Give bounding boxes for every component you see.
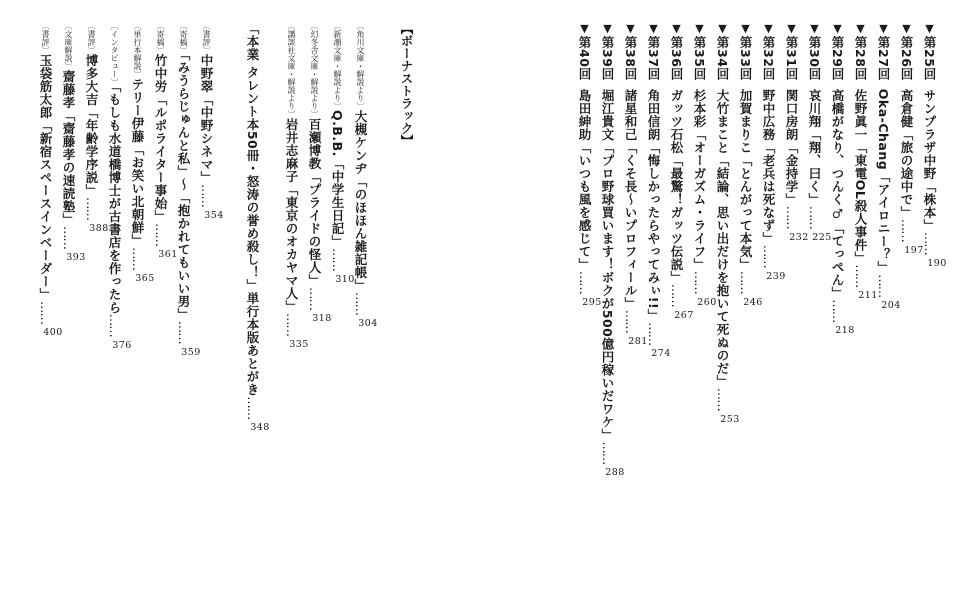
toc-entry: ▼第31回 関口房朗「金持学」……232 (784, 22, 809, 243)
entry-name: サンプラザ中野 (922, 88, 937, 180)
bonus-entry (127, 22, 155, 284)
bonus-entry (81, 22, 109, 234)
toc-entry: ▼第37回 角田信朗「悔しかったらやってみぃ!!」……274 (646, 22, 671, 360)
entry-number: 第37回 (646, 35, 661, 80)
entry-number: 第30回 (807, 35, 822, 80)
page-number: 288 (605, 467, 625, 479)
leader-dots: …… (600, 441, 615, 465)
entry-text: 「みうらじゅんと私」〜「抱かれてもいい男」 (176, 54, 191, 321)
entry-title: 「とんがって本気」 (738, 153, 753, 271)
toc-entry: ▼第32回 野中広務「老兵は死なず」……239 (761, 22, 786, 282)
entry-tag: 〔寄稿〕 (156, 22, 165, 54)
entry-name: ガッツ石松 (669, 88, 684, 154)
entry-tag: 〔書評〕 (41, 22, 50, 54)
page-number: 393 (66, 252, 86, 263)
entry-text: テリー伊藤「お笑い北朝鮮」 (130, 78, 145, 247)
entry-tag: 〔角川文庫・解説より〕 (356, 22, 365, 110)
leader-dots: …… (577, 270, 592, 294)
leader-dots: …… (646, 322, 661, 346)
page-number: 281 (628, 335, 648, 347)
page-number: 253 (720, 413, 740, 425)
entry-text: 「もしも水道橋博士が古書店を作ったら (107, 86, 122, 314)
entry-text: 竹中労「ルポライター事始」 (153, 54, 168, 223)
leader-dots: …… (245, 396, 260, 420)
entry-title: 「プロ野球買います！ボクが500億円稼いだワケ」 (600, 140, 615, 442)
page-number: 225 (812, 231, 832, 243)
leader-dots: …… (38, 301, 53, 324)
page-number: 197 (904, 244, 924, 256)
leader-dots: …… (715, 387, 730, 411)
page-number: 361 (158, 249, 178, 260)
entry-name: 加賀まりこ (738, 88, 753, 154)
entry-name: 関口房朗 (784, 88, 799, 141)
entry-text: 百瀬博教「プライドの怪人」 (307, 118, 322, 287)
entry-number: 第39回 (600, 35, 615, 80)
page-number: 204 (881, 300, 901, 312)
toc-entry: ▼第34回 大竹まこと「結論、思い出だけを抱いて死ぬのだ」……253 (715, 22, 740, 425)
entry-tag: 〔書評〕 (202, 22, 211, 54)
page-number: 239 (766, 270, 786, 282)
page-number: 246 (743, 296, 763, 308)
entry-number: 第32回 (761, 35, 776, 80)
entry-name: 高倉健 (899, 88, 914, 128)
entry-title: 「いつも風を感じて」 (577, 140, 592, 271)
entry-name: 野中広務 (761, 88, 776, 141)
entry-name: 杉本彩 (692, 88, 707, 128)
entry-title: 「金持学」 (784, 140, 799, 206)
entry-number: 第29回 (830, 35, 845, 80)
page-number: 304 (358, 318, 378, 329)
entry-tag: 〔インタビュー〕 (110, 22, 119, 86)
toc-entry: ▼第38回 諸星和己「くそ長〜いプロフィール」……281 (623, 22, 648, 347)
toc-entry: ▼第39回 堀江貴文「プロ野球買います！ボクが500億円稼いだワケ」……288 (600, 22, 625, 479)
leader-dots: …… (284, 313, 299, 336)
toc-entry: ▼第26回 高倉健「旅の途中で」……197 (899, 22, 924, 256)
entry-text: 「本業 タレント本50冊・怒涛の誉め殺し！」単行本版あとがき (245, 22, 260, 397)
entry-text: 玉袋筋太郎「新宿スペースインベーダー」 (38, 54, 53, 301)
entry-title: 「悔しかったらやってみぃ!!」 (646, 140, 661, 323)
entry-number: 第25回 (922, 35, 937, 80)
toc-entry: ▼第33回 加賀まりこ「とんがって本気」……246 (738, 22, 763, 308)
page-number: 359 (181, 346, 201, 358)
entry-title: 「結論、思い出だけを抱いて死ぬのだ」 (715, 153, 730, 388)
leader-dots: …… (922, 231, 937, 255)
entry-number: 第33回 (738, 35, 753, 80)
entry-number: 第27回 (876, 35, 891, 80)
leader-dots: …… (738, 270, 753, 294)
entry-title: 「オーガズム・ライフ」 (692, 127, 707, 271)
page-number: 211 (858, 290, 878, 302)
entry-title: 「てっぺん」 (830, 221, 845, 300)
bonus-entry (304, 22, 332, 324)
leader-dots: …… (692, 270, 707, 294)
leader-dots: …… (199, 184, 214, 207)
leader-dots: …… (876, 274, 891, 298)
bonus-entry (242, 22, 270, 434)
entry-title: 「旅の途中で」 (899, 127, 914, 219)
entry-text: 博多大吉「年齢学序説」 (84, 54, 99, 197)
leader-dots: …… (853, 264, 868, 288)
leader-dots: …… (107, 313, 122, 337)
entry-number: 第26回 (899, 35, 914, 80)
page-number: 190 (927, 257, 947, 269)
leader-dots: …… (899, 218, 914, 242)
toc-entry: ▼第29回 高橋がなり、つんく♂「てっぺん」……218 (830, 22, 855, 337)
entry-title: 「老兵は死なず」 (761, 140, 776, 245)
entry-title: 「東電OL殺人事件」 (853, 140, 868, 265)
entry-name: 島田紳助 (577, 88, 592, 141)
entry-tag: 〔寄稿〕 (179, 22, 188, 54)
leader-dots: …… (623, 309, 638, 333)
page-number: 354 (204, 210, 224, 221)
leader-dots: …… (784, 205, 799, 229)
page-number: 335 (289, 339, 309, 350)
entry-tag: 〔新潮文庫・解説より〕 (333, 22, 342, 110)
page-number: 376 (112, 339, 132, 351)
page-number: 267 (674, 309, 694, 321)
entry-number: 第40回 (577, 35, 592, 80)
bonus-entry (281, 22, 309, 350)
toc-entry: ▼第35回 杉本彩「オーガズム・ライフ」……260 (692, 22, 717, 308)
leader-dots: …… (130, 247, 145, 270)
entry-number: 第31回 (784, 35, 799, 80)
entry-tag: 〔書評〕 (87, 22, 96, 54)
leader-dots: …… (669, 283, 684, 307)
entry-title: 「最驚！ガッツ伝説」 (669, 153, 684, 284)
page-number: 348 (250, 422, 270, 434)
entry-name: 哀川翔 (807, 88, 822, 128)
leader-dots: …… (176, 320, 191, 344)
page-number: 310 (335, 273, 355, 285)
leader-dots: …… (153, 223, 168, 246)
leader-dots: …… (307, 287, 322, 310)
page-number: 365 (135, 273, 155, 284)
bonus-entry (327, 22, 355, 285)
entry-text: Q.B.B.「中学生日記」 (330, 110, 345, 248)
entry-number: 第36回 (669, 35, 684, 80)
page-number: 232 (789, 231, 809, 243)
page-number: 274 (651, 348, 671, 360)
bonus-heading: 【ボーナストラック】 (399, 22, 414, 147)
leader-dots: …… (830, 299, 845, 323)
entry-number: 第28回 (853, 35, 868, 80)
entry-text: 中野翠「中野シネマ」 (199, 54, 214, 184)
entry-number: 第38回 (623, 35, 638, 80)
leader-dots: …… (61, 226, 76, 249)
page-number: 388 (89, 223, 109, 234)
toc-entry: ▼第25回 サンプラザ中野「株本」……190 (922, 22, 947, 269)
page-number: 295 (582, 296, 602, 308)
bonus-entry (35, 22, 63, 338)
bonus-entry (196, 22, 224, 221)
leader-dots: …… (330, 247, 345, 271)
leader-dots: …… (84, 197, 99, 220)
entry-name: 佐野眞一 (853, 88, 868, 141)
entry-tag: 〔単行本解説〕 (133, 22, 142, 78)
entry-title: 「くそ長〜いプロフィール」 (623, 140, 638, 310)
entry-tag: 〔文庫解説〕 (64, 22, 73, 70)
entry-title: 「翔、曰く」 (807, 127, 822, 206)
toc-entry: ▼第36回 ガッツ石松「最驚！ガッツ伝説」……267 (669, 22, 694, 321)
bonus-entry (173, 22, 201, 358)
bonus-entry (150, 22, 178, 260)
toc-entry: ▼第28回 佐野眞一「東電OL殺人事件」……211 (853, 22, 878, 302)
leader-dots: …… (761, 244, 776, 268)
entry-name: 堀江貴文 (600, 88, 615, 141)
entry-name: 高橋がなり、つんく♂ (830, 88, 845, 222)
bonus-entry (104, 22, 132, 351)
entry-name: 大竹まこと (715, 88, 730, 154)
page-number: 218 (835, 325, 855, 337)
entry-title: 「株本」 (922, 179, 937, 232)
toc-entry: ▼第27回 Oka-Chang「アイロニー？」……204 (876, 22, 901, 312)
entry-name: 諸星和己 (623, 88, 638, 141)
entry-text: 齋藤孝「齋藤孝の速読塾」 (61, 70, 76, 226)
toc-entry: ▼第30回 哀川翔「翔、曰く」……225 (807, 22, 832, 243)
page-number: 260 (697, 296, 717, 308)
bonus-entry (58, 22, 86, 263)
entry-text: 大槻ケンヂ「のほほん雑記帳」 (353, 110, 368, 292)
entry-text: 岩井志麻子「東京のオカヤマ人」 (284, 118, 299, 313)
page-number: 400 (43, 327, 63, 338)
entry-number: 第34回 (715, 35, 730, 80)
leader-dots: …… (807, 205, 822, 229)
entry-name: 角田信朗 (646, 88, 661, 141)
entry-title: 「アイロニー？」 (876, 170, 891, 275)
page-number: 318 (312, 313, 332, 324)
entry-tag: 〔幻冬舎文庫・解説より〕 (310, 22, 319, 118)
entry-name: Oka-Chang (876, 88, 891, 171)
leader-dots: …… (353, 292, 368, 315)
toc-entry: ▼第40回 島田紳助「いつも風を感じて」……295 (577, 22, 602, 308)
entry-tag: 〔講談社文庫・解説より〕 (287, 22, 296, 118)
entry-number: 第35回 (692, 35, 707, 80)
